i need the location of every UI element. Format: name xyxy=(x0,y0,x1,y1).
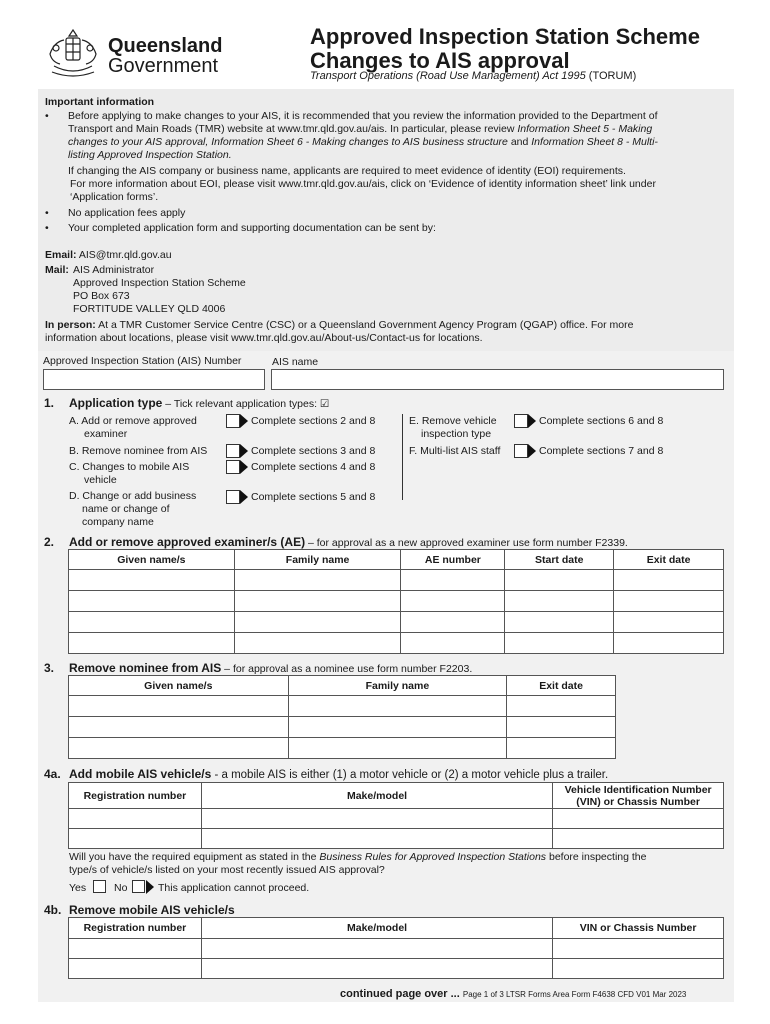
table-cell[interactable] xyxy=(234,591,401,612)
table-row xyxy=(69,829,724,849)
arrow-right-icon xyxy=(240,460,248,474)
arrow-right-icon xyxy=(528,444,536,458)
queensland-crest-icon xyxy=(44,26,102,82)
table-cell[interactable] xyxy=(505,570,614,591)
col-header: Registration number xyxy=(69,783,202,809)
nominee-table xyxy=(68,675,616,759)
info-bullet1-c-italic: changes to your AIS approval, Information Sheet 6 - Making changes to AIS business structure xyxy=(68,136,508,148)
table-cell[interactable] xyxy=(401,612,505,633)
section4a-number: 4a. xyxy=(44,767,61,781)
table-cell[interactable] xyxy=(505,633,614,654)
col-header: Start date xyxy=(505,550,614,570)
table-cell[interactable] xyxy=(507,717,616,738)
divider xyxy=(402,414,403,500)
col-header: VIN or Chassis Number xyxy=(553,918,724,939)
table-cell[interactable] xyxy=(234,612,401,633)
table-row xyxy=(69,570,724,591)
section2-note: – for approval as a new approved examiner use form number F2339. xyxy=(305,537,628,549)
table-row xyxy=(69,696,616,717)
table-row xyxy=(69,591,724,612)
arrow-right-icon xyxy=(146,880,154,894)
bullet-icon: • xyxy=(45,207,49,219)
section2-number: 2. xyxy=(44,535,55,549)
table-cell[interactable] xyxy=(69,591,235,612)
section4a-note: - a mobile AIS is either (1) a motor vehicle or (2) a motor vehicle plus a trailer. xyxy=(211,769,609,781)
option-b-label: B. Remove nominee from AIS xyxy=(69,445,208,457)
option-c-label2: vehicle xyxy=(84,474,117,486)
table-cell[interactable] xyxy=(234,570,401,591)
equipment-question-a xyxy=(69,851,646,864)
col-header: Family name xyxy=(288,676,507,696)
mail-line: AIS Administrator xyxy=(73,264,155,276)
table-row xyxy=(69,738,616,759)
form-meta: Page 1 of 3 LTSR Forms Area Form F4638 CFD V01 Mar 2023 xyxy=(462,990,687,999)
table-cell[interactable] xyxy=(505,591,614,612)
mail-line: PO Box 673 xyxy=(73,290,130,302)
logo-line2: Government xyxy=(108,55,219,77)
mail-line: Approved Inspection Station Scheme xyxy=(73,277,246,289)
table-row xyxy=(69,939,724,959)
info-bullet1-b xyxy=(68,123,652,136)
add-vehicle-table xyxy=(68,782,724,849)
section4b-number: 4b. xyxy=(44,903,62,917)
col-header: Make/model xyxy=(201,783,552,809)
info-bullet1-b-text: Transport and Main Roads (TMR) website at www.tmr.qld.gov.au/ais. In particular, please review xyxy=(68,123,515,135)
table-cell[interactable] xyxy=(401,570,505,591)
table-cell[interactable] xyxy=(201,939,552,959)
table-cell[interactable] xyxy=(69,939,202,959)
col-header-vin-line1: Vehicle Identification Number xyxy=(564,783,712,796)
table-cell[interactable] xyxy=(69,738,289,759)
table-header-row xyxy=(69,783,724,809)
info-bullet1-c xyxy=(68,136,658,149)
person-label: In person: xyxy=(45,319,96,331)
footer xyxy=(340,988,686,1000)
col-header: Exit date xyxy=(614,550,724,570)
section4b-title xyxy=(69,903,235,917)
section3-title xyxy=(69,661,472,675)
table-cell[interactable] xyxy=(234,633,401,654)
subtitle-suffix: (TORUM) xyxy=(585,70,637,82)
info-eoi-b: For more information about EOI, please visit www.tmr.qld.gov.au/ais, click on ‘Evidence of identity information sheet’ link under xyxy=(70,178,656,190)
arrow-right-icon xyxy=(240,414,248,428)
info-eoi-c: ‘Application forms’. xyxy=(70,191,159,203)
question-text-b: before inspecting the xyxy=(548,851,647,863)
info-eoi-a: If changing the AIS company or business name, applicants are required to meet evidence of identity (EOI) requirements. xyxy=(68,165,626,177)
option-d-action: Complete sections 5 and 8 xyxy=(251,491,376,503)
table-cell[interactable] xyxy=(201,959,552,979)
table-cell[interactable] xyxy=(69,959,202,979)
option-c-label: C. Changes to mobile AIS xyxy=(69,461,190,473)
contact-person xyxy=(45,319,633,332)
section4b-title-text: Remove mobile AIS vehicle/s xyxy=(69,903,235,917)
info-bullet1-d: listing Approved Inspection Station. xyxy=(68,149,232,161)
person-text-a: At a TMR Customer Service Centre (CSC) or a Queensland Government Agency Program (QGAP) office. For more xyxy=(98,319,634,331)
col-header: Given name/s xyxy=(69,676,289,696)
section3-title-text: Remove nominee from AIS xyxy=(69,661,222,675)
title-line2: Changes to AIS approval xyxy=(310,48,570,73)
info-bullet1-b-italic: Information Sheet 5 - Making xyxy=(517,123,653,135)
no-checkbox[interactable] xyxy=(132,880,145,893)
table-cell[interactable] xyxy=(69,612,235,633)
option-c-checkbox[interactable] xyxy=(226,460,240,474)
col-header-vin xyxy=(553,783,724,809)
continued-text: continued page over ... xyxy=(340,988,460,1000)
table-cell[interactable] xyxy=(288,717,507,738)
table-cell[interactable] xyxy=(288,696,507,717)
no-label: No xyxy=(114,882,128,894)
table-cell[interactable] xyxy=(553,939,724,959)
ais-number-label: Approved Inspection Station (AIS) Number xyxy=(43,355,242,367)
option-d-label: D. Change or add business xyxy=(69,490,197,502)
section1-title xyxy=(69,396,329,410)
option-f-label: F. Multi-list AIS staff xyxy=(409,445,501,457)
table-cell[interactable] xyxy=(553,829,724,849)
person-text-b: information about locations, please visit www.tmr.qld.gov.au/About-us/Contact-us for locations. xyxy=(45,332,483,344)
subtitle-act: Transport Operations (Road Use Management) Act 1995 xyxy=(310,70,586,82)
section4a-title-text: Add mobile AIS vehicle/s xyxy=(69,767,212,781)
table-cell[interactable] xyxy=(507,738,616,759)
logo-text xyxy=(108,36,222,76)
option-d-checkbox[interactable] xyxy=(226,490,240,504)
option-e-label2: inspection type xyxy=(421,428,492,440)
option-b-checkbox[interactable] xyxy=(226,444,240,458)
table-cell[interactable] xyxy=(614,570,724,591)
email-value: AIS@tmr.qld.gov.au xyxy=(78,249,172,261)
option-f-action: Complete sections 7 and 8 xyxy=(539,445,664,457)
col-header: Make/model xyxy=(201,918,552,939)
table-cell[interactable] xyxy=(201,829,552,849)
table-row xyxy=(69,959,724,979)
table-row xyxy=(69,633,724,654)
section2-title xyxy=(69,535,628,549)
section2-title-text: Add or remove approved examiner/s (AE) xyxy=(69,535,306,549)
examiner-table xyxy=(68,549,724,654)
option-d-label3: company name xyxy=(82,516,154,528)
col-header: Family name xyxy=(234,550,401,570)
section3-note: – for approval as a nominee use form number F2203. xyxy=(221,663,473,675)
arrow-right-icon xyxy=(240,490,248,504)
question-italic: Business Rules for Approved Inspection Stations xyxy=(319,851,547,863)
info-bullet1-c-text: and xyxy=(510,136,529,148)
option-a-action: Complete sections 2 and 8 xyxy=(251,415,376,427)
option-d-label2: name or change of xyxy=(82,503,170,515)
title-line1: Approved Inspection Station Scheme xyxy=(310,24,700,49)
table-cell[interactable] xyxy=(505,612,614,633)
table-row xyxy=(69,717,616,738)
section1-number: 1. xyxy=(44,396,55,410)
ais-name-label: AIS name xyxy=(272,356,319,368)
table-header-row xyxy=(69,550,724,570)
option-f-checkbox[interactable] xyxy=(514,444,528,458)
option-e-label: E. Remove vehicle xyxy=(409,415,497,427)
table-cell[interactable] xyxy=(614,612,724,633)
table-cell[interactable] xyxy=(553,809,724,829)
info-bullet1-c-italic2: Information Sheet 8 - Multi- xyxy=(531,136,658,148)
bullet-icon: • xyxy=(45,222,49,234)
table-cell[interactable] xyxy=(69,696,289,717)
yes-label: Yes xyxy=(69,882,87,894)
question-text-a: Will you have the required equipment as stated in the xyxy=(69,851,317,863)
header xyxy=(0,0,770,92)
table-cell[interactable] xyxy=(401,591,505,612)
option-e-checkbox[interactable] xyxy=(514,414,528,428)
equipment-question-c: type/s of vehicle/s listed on your most recently issued AIS approval? xyxy=(69,864,385,876)
info-bullet2: No application fees apply xyxy=(68,207,186,219)
contact-email xyxy=(45,249,172,262)
option-a-label: A. Add or remove approved xyxy=(69,415,197,427)
table-row xyxy=(69,612,724,633)
bullet-icon: • xyxy=(45,110,49,122)
table-cell[interactable] xyxy=(69,570,235,591)
table-cell[interactable] xyxy=(69,717,289,738)
email-label: Email: xyxy=(45,249,77,261)
option-b-action: Complete sections 3 and 8 xyxy=(251,445,376,457)
cannot-proceed-text: This application cannot proceed. xyxy=(158,882,310,894)
remove-vehicle-table xyxy=(68,917,724,979)
col-header-vin-line2: (VIN) or Chassis Number xyxy=(576,795,700,808)
table-cell[interactable] xyxy=(201,809,552,829)
table-cell[interactable] xyxy=(614,633,724,654)
table-header-row xyxy=(69,676,616,696)
section1-note: – Tick relevant application types: ☑ xyxy=(162,398,330,410)
option-e-action: Complete sections 6 and 8 xyxy=(539,415,664,427)
ais-number-input[interactable] xyxy=(43,369,265,390)
arrow-right-icon xyxy=(528,414,536,428)
option-a-checkbox[interactable] xyxy=(226,414,240,428)
page-subtitle xyxy=(310,70,636,82)
page-title xyxy=(310,25,700,73)
table-cell[interactable] xyxy=(401,633,505,654)
table-cell[interactable] xyxy=(69,809,202,829)
mail-label: Mail: xyxy=(45,264,69,276)
arrow-right-icon xyxy=(240,444,248,458)
col-header: AE number xyxy=(401,550,505,570)
table-cell[interactable] xyxy=(507,696,616,717)
section4a-title xyxy=(69,767,608,781)
col-header: Exit date xyxy=(507,676,616,696)
table-row xyxy=(69,809,724,829)
table-cell[interactable] xyxy=(614,591,724,612)
option-c-action: Complete sections 4 and 8 xyxy=(251,461,376,473)
table-cell[interactable] xyxy=(69,633,235,654)
mail-line: FORTITUDE VALLEY QLD 4006 xyxy=(73,303,226,315)
table-header-row xyxy=(69,918,724,939)
col-header: Registration number xyxy=(69,918,202,939)
info-bullet1-a: Before applying to make changes to your AIS, it is recommended that you review the information provided to the Department of xyxy=(68,110,658,122)
section3-number: 3. xyxy=(44,661,55,675)
option-a-label2: examiner xyxy=(84,428,128,440)
table-cell[interactable] xyxy=(288,738,507,759)
table-cell[interactable] xyxy=(69,829,202,849)
info-bullet3: Your completed application form and supporting documentation can be sent by: xyxy=(68,222,436,234)
col-header: Given name/s xyxy=(69,550,235,570)
info-heading: Important information xyxy=(45,96,155,108)
section1-title-text: Application type xyxy=(69,396,163,410)
yes-checkbox[interactable] xyxy=(93,880,106,893)
ais-name-input[interactable] xyxy=(271,369,724,390)
table-cell[interactable] xyxy=(553,959,724,979)
logo-line1: Queensland xyxy=(108,35,223,57)
